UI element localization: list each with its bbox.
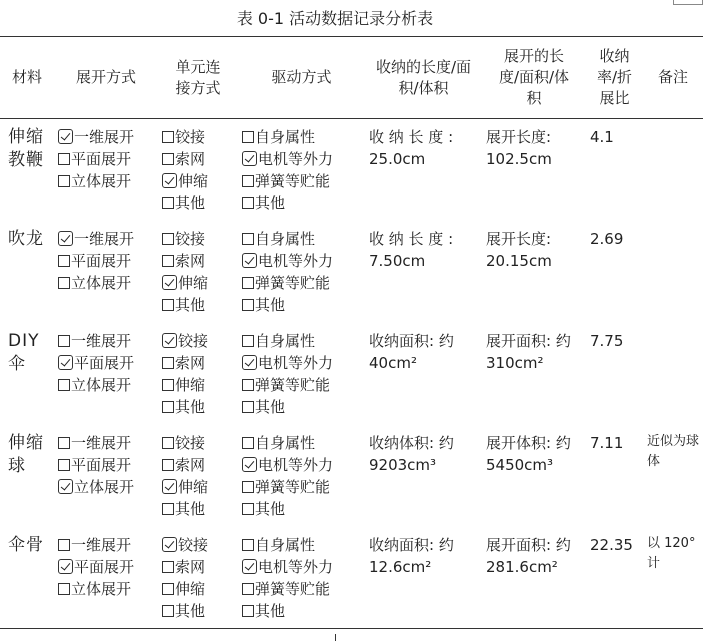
- unfold-option[interactable]: [58, 330, 154, 352]
- connect-option[interactable]: [162, 148, 234, 170]
- drive-option[interactable]: [242, 498, 361, 520]
- drive-option[interactable]: [242, 432, 361, 454]
- checked-checkbox-icon[interactable]: [162, 537, 177, 552]
- option-label: 其他: [175, 194, 206, 212]
- connect-option[interactable]: [162, 272, 234, 294]
- cell-stowed: 收纳体积: 约 9203cm³: [369, 433, 454, 474]
- checked-checkbox-icon[interactable]: [242, 355, 257, 370]
- checked-checkbox-icon[interactable]: [58, 559, 73, 574]
- option-label: 铰接: [175, 229, 206, 248]
- table-row: [0, 323, 703, 425]
- option-label: 平面展开: [71, 150, 132, 168]
- checkbox-icon[interactable]: [162, 357, 174, 369]
- unfold-option[interactable]: [58, 170, 154, 192]
- cell-note: [643, 119, 703, 221]
- checkbox-icon[interactable]: [162, 197, 174, 209]
- drive-option[interactable]: [242, 272, 361, 294]
- drive-option[interactable]: [242, 228, 361, 250]
- table-row: [0, 527, 703, 629]
- table-row: [0, 119, 703, 221]
- connect-option[interactable]: [162, 498, 234, 520]
- checkbox-icon[interactable]: [162, 503, 174, 515]
- header-note: 备注: [643, 37, 703, 119]
- connect-option[interactable]: [162, 578, 234, 600]
- connect-option[interactable]: [162, 454, 234, 476]
- unfold-option[interactable]: [58, 272, 154, 294]
- checkbox-icon[interactable]: [58, 583, 70, 595]
- option-label: 弹簧等贮能: [255, 172, 331, 190]
- cell-note: 近似为球体: [647, 433, 700, 469]
- table-row: [0, 425, 703, 527]
- connect-option[interactable]: [162, 556, 234, 578]
- drive-option[interactable]: [242, 192, 361, 214]
- connect-option[interactable]: [162, 534, 234, 556]
- cell-ratio: 7.75: [590, 331, 624, 350]
- bottom-divider: [335, 634, 336, 641]
- option-label: 其他: [255, 194, 286, 212]
- drive-option[interactable]: [242, 476, 361, 498]
- checkbox-icon[interactable]: [162, 605, 174, 617]
- option-label: 立体展开: [71, 375, 132, 394]
- option-label: 一维展开: [71, 433, 132, 452]
- checkbox-icon[interactable]: [242, 437, 254, 449]
- checked-checkbox-icon[interactable]: [162, 333, 177, 348]
- unfold-option[interactable]: [58, 556, 154, 578]
- cell-material: 吹龙: [8, 228, 44, 249]
- drive-option[interactable]: [242, 170, 361, 192]
- checkbox-icon[interactable]: [242, 539, 254, 551]
- cell-unfold-mode: [54, 323, 158, 425]
- option-label: 立体展开: [71, 172, 132, 190]
- cell-unit-connect: [158, 119, 238, 221]
- option-label: 自身属性: [255, 128, 316, 146]
- checkbox-icon[interactable]: [162, 131, 174, 143]
- connect-option[interactable]: [162, 374, 234, 396]
- option-label: 一维展开: [71, 535, 132, 554]
- checkbox-icon[interactable]: [242, 299, 254, 311]
- checkbox-icon[interactable]: [58, 335, 70, 347]
- connect-option[interactable]: [162, 126, 234, 148]
- unfold-option[interactable]: [58, 578, 154, 600]
- checked-checkbox-icon[interactable]: [242, 457, 257, 472]
- option-label: 自身属性: [255, 433, 316, 452]
- drive-option[interactable]: [242, 148, 361, 170]
- connect-option[interactable]: [162, 294, 234, 316]
- checkbox-icon[interactable]: [242, 131, 254, 143]
- unfold-option[interactable]: [58, 374, 154, 396]
- checkbox-icon[interactable]: [58, 153, 70, 165]
- connect-option[interactable]: [162, 352, 234, 374]
- checkbox-icon[interactable]: [58, 437, 70, 449]
- table-header-row: [0, 37, 703, 119]
- cell-unfold-mode: [54, 119, 158, 221]
- option-label: 伸缩: [175, 375, 206, 394]
- checkbox-icon[interactable]: [242, 233, 254, 245]
- drive-option[interactable]: [242, 330, 361, 352]
- option-label: 索网: [175, 150, 206, 168]
- cell-drive-mode: [238, 527, 365, 629]
- cell-unit-connect: [158, 425, 238, 527]
- checkbox-icon[interactable]: [162, 233, 174, 245]
- checkbox-icon[interactable]: [242, 379, 254, 391]
- connect-option[interactable]: [162, 170, 234, 192]
- checkbox-icon[interactable]: [242, 277, 254, 289]
- option-label: 其他: [255, 295, 286, 314]
- option-label: 其他: [255, 397, 286, 416]
- cell-ratio: 2.69: [590, 229, 624, 248]
- drive-option[interactable]: [242, 534, 361, 556]
- option-label: 铰接: [178, 535, 209, 554]
- cell-stowed: 收 纳 长 度 : 25.0cm: [369, 128, 454, 168]
- page-corner-mark: [673, 0, 703, 5]
- option-label: 其他: [175, 295, 206, 314]
- checkbox-icon[interactable]: [58, 175, 70, 187]
- option-label: 伸缩: [178, 273, 209, 292]
- checkbox-icon[interactable]: [162, 437, 174, 449]
- checkbox-icon[interactable]: [162, 459, 174, 471]
- header-drive-mode: 驱动方式: [238, 37, 365, 119]
- connect-option[interactable]: [162, 432, 234, 454]
- unfold-option[interactable]: [58, 228, 154, 250]
- cell-material: 伸缩教鞭: [8, 127, 44, 170]
- unfold-option[interactable]: [58, 250, 154, 272]
- header-stowed: 收纳的长度/面积/体积: [365, 37, 482, 119]
- checkbox-icon[interactable]: [162, 153, 174, 165]
- option-label: 立体展开: [74, 477, 135, 496]
- option-label: 平面展开: [74, 353, 135, 372]
- cell-drive-mode: [238, 425, 365, 527]
- connect-option[interactable]: [162, 192, 234, 214]
- unfold-option[interactable]: [58, 148, 154, 170]
- checkbox-icon[interactable]: [242, 335, 254, 347]
- option-label: 弹簧等贮能: [255, 273, 331, 292]
- option-label: 电机等外力: [258, 455, 334, 474]
- option-label: 自身属性: [255, 229, 316, 248]
- cell-material: 伸缩球: [8, 432, 44, 476]
- connect-option[interactable]: [162, 228, 234, 250]
- checked-checkbox-icon[interactable]: [162, 275, 177, 290]
- checkbox-icon[interactable]: [162, 561, 174, 573]
- option-label: 一维展开: [71, 331, 132, 350]
- cell-unit-connect: [158, 527, 238, 629]
- option-label: 伸缩: [178, 172, 209, 190]
- option-label: 一维展开: [74, 128, 135, 146]
- table-body: [0, 119, 703, 629]
- unfold-option[interactable]: [58, 534, 154, 556]
- drive-option[interactable]: [242, 600, 361, 622]
- drive-option[interactable]: [242, 374, 361, 396]
- cell-note: [643, 323, 703, 425]
- checked-checkbox-icon[interactable]: [58, 355, 73, 370]
- cell-stowed: 收纳面积: 约 40cm²: [369, 331, 454, 372]
- cell-unit-connect: [158, 221, 238, 323]
- header-unfolded: 展开的长度/面积/体积: [482, 37, 586, 119]
- connect-option[interactable]: [162, 600, 234, 622]
- connect-option[interactable]: [162, 396, 234, 418]
- drive-option[interactable]: [242, 294, 361, 316]
- option-label: 立体展开: [71, 579, 132, 598]
- option-label: 平面展开: [71, 455, 132, 474]
- checkbox-icon[interactable]: [58, 379, 70, 391]
- option-label: 索网: [175, 455, 206, 474]
- drive-option[interactable]: [242, 250, 361, 272]
- checked-checkbox-icon[interactable]: [242, 151, 257, 166]
- checked-checkbox-icon[interactable]: [162, 479, 177, 494]
- option-label: 铰接: [175, 128, 206, 146]
- checkbox-icon[interactable]: [242, 503, 254, 515]
- drive-option[interactable]: [242, 556, 361, 578]
- checkbox-icon[interactable]: [162, 379, 174, 391]
- checkbox-icon[interactable]: [58, 539, 70, 551]
- header-material: 材料: [0, 37, 54, 119]
- activity-data-table: [0, 36, 703, 629]
- option-label: 弹簧等贮能: [255, 477, 331, 496]
- drive-option[interactable]: [242, 454, 361, 476]
- cell-drive-mode: [238, 221, 365, 323]
- checkbox-icon[interactable]: [242, 481, 254, 493]
- drive-option[interactable]: [242, 126, 361, 148]
- checkbox-icon[interactable]: [242, 583, 254, 595]
- option-label: 电机等外力: [258, 251, 334, 270]
- option-label: 铰接: [178, 331, 209, 350]
- cell-unit-connect: [158, 323, 238, 425]
- checked-checkbox-icon[interactable]: [162, 173, 177, 188]
- header-unfold-mode: 展开方式: [54, 37, 158, 119]
- checkbox-icon[interactable]: [242, 197, 254, 209]
- header-unit-connect: 单元连接方式: [158, 37, 238, 119]
- option-label: 立体展开: [71, 273, 132, 292]
- table-caption: 表 0-1 活动数据记录分析表: [236, 9, 434, 28]
- cell-ratio: 22.35: [586, 527, 643, 629]
- cell-unfold-mode: [54, 527, 158, 629]
- option-label: 其他: [175, 397, 206, 416]
- cell-unfold-mode: [54, 425, 158, 527]
- unfold-option[interactable]: [58, 352, 154, 374]
- option-label: 平面展开: [71, 251, 132, 270]
- option-label: 伸缩: [178, 477, 209, 496]
- option-label: 电机等外力: [258, 150, 334, 168]
- option-label: 索网: [175, 353, 206, 372]
- cell-unfolded: 展开面积: 约 310cm²: [486, 331, 571, 372]
- checked-checkbox-icon[interactable]: [242, 253, 257, 268]
- option-label: 其他: [255, 499, 286, 518]
- unfold-option[interactable]: [58, 432, 154, 454]
- checkbox-icon[interactable]: [162, 583, 174, 595]
- connect-option[interactable]: [162, 330, 234, 352]
- cell-drive-mode: [238, 323, 365, 425]
- cell-ratio: 4.1: [590, 128, 614, 146]
- checkbox-icon[interactable]: [58, 277, 70, 289]
- cell-note: [643, 221, 703, 323]
- option-label: 电机等外力: [258, 557, 334, 576]
- option-label: 弹簧等贮能: [255, 375, 331, 394]
- checkbox-icon[interactable]: [58, 255, 70, 267]
- cell-ratio: 7.11: [590, 433, 624, 452]
- cell-unfolded: 展开长度: 20.15cm: [486, 229, 552, 270]
- cell-drive-mode: [238, 119, 365, 221]
- option-label: 平面展开: [74, 557, 135, 576]
- option-label: 其他: [175, 499, 206, 518]
- drive-option[interactable]: [242, 352, 361, 374]
- drive-option[interactable]: [242, 396, 361, 418]
- cell-stowed: 收纳面积: 约 12.6cm²: [365, 527, 482, 629]
- cell-unfolded: 展开长度: 102.5cm: [486, 128, 552, 168]
- checkbox-icon[interactable]: [162, 299, 174, 311]
- checkbox-icon[interactable]: [242, 401, 254, 413]
- checked-checkbox-icon[interactable]: [58, 231, 73, 246]
- option-label: 其他: [255, 601, 286, 620]
- header-ratio: 收纳率/折展比: [586, 37, 643, 119]
- option-label: 自身属性: [255, 331, 316, 350]
- option-label: 索网: [175, 557, 206, 576]
- option-label: 自身属性: [255, 535, 316, 554]
- option-label: 弹簧等贮能: [255, 579, 331, 598]
- cell-material: DIY伞: [8, 330, 40, 374]
- connect-option[interactable]: [162, 250, 234, 272]
- connect-option[interactable]: [162, 476, 234, 498]
- cell-note: 以 120°计: [643, 527, 703, 629]
- checkbox-icon[interactable]: [242, 175, 254, 187]
- unfold-option[interactable]: [58, 454, 154, 476]
- option-label: 索网: [175, 251, 206, 270]
- option-label: 伸缩: [175, 579, 206, 598]
- checked-checkbox-icon[interactable]: [58, 479, 73, 494]
- cell-stowed: 收 纳 长 度 : 7.50cm: [369, 229, 454, 270]
- option-label: 电机等外力: [258, 353, 334, 372]
- unfold-option[interactable]: [58, 126, 154, 148]
- cell-material: 伞骨: [0, 527, 54, 629]
- option-label: 一维展开: [74, 229, 135, 248]
- option-label: 其他: [175, 601, 206, 620]
- checked-checkbox-icon[interactable]: [242, 559, 257, 574]
- option-label: 铰接: [175, 433, 206, 452]
- cell-unfolded: 展开体积: 约 5450cm³: [486, 433, 571, 474]
- cell-unfolded: 展开面积: 约 281.6cm²: [482, 527, 586, 629]
- checkbox-icon[interactable]: [242, 605, 254, 617]
- cell-unfold-mode: [54, 221, 158, 323]
- unfold-option[interactable]: [58, 476, 154, 498]
- checkbox-icon[interactable]: [162, 401, 174, 413]
- checkbox-icon[interactable]: [162, 255, 174, 267]
- drive-option[interactable]: [242, 578, 361, 600]
- checked-checkbox-icon[interactable]: [58, 129, 73, 144]
- table-row: [0, 221, 703, 323]
- checkbox-icon[interactable]: [58, 459, 70, 471]
